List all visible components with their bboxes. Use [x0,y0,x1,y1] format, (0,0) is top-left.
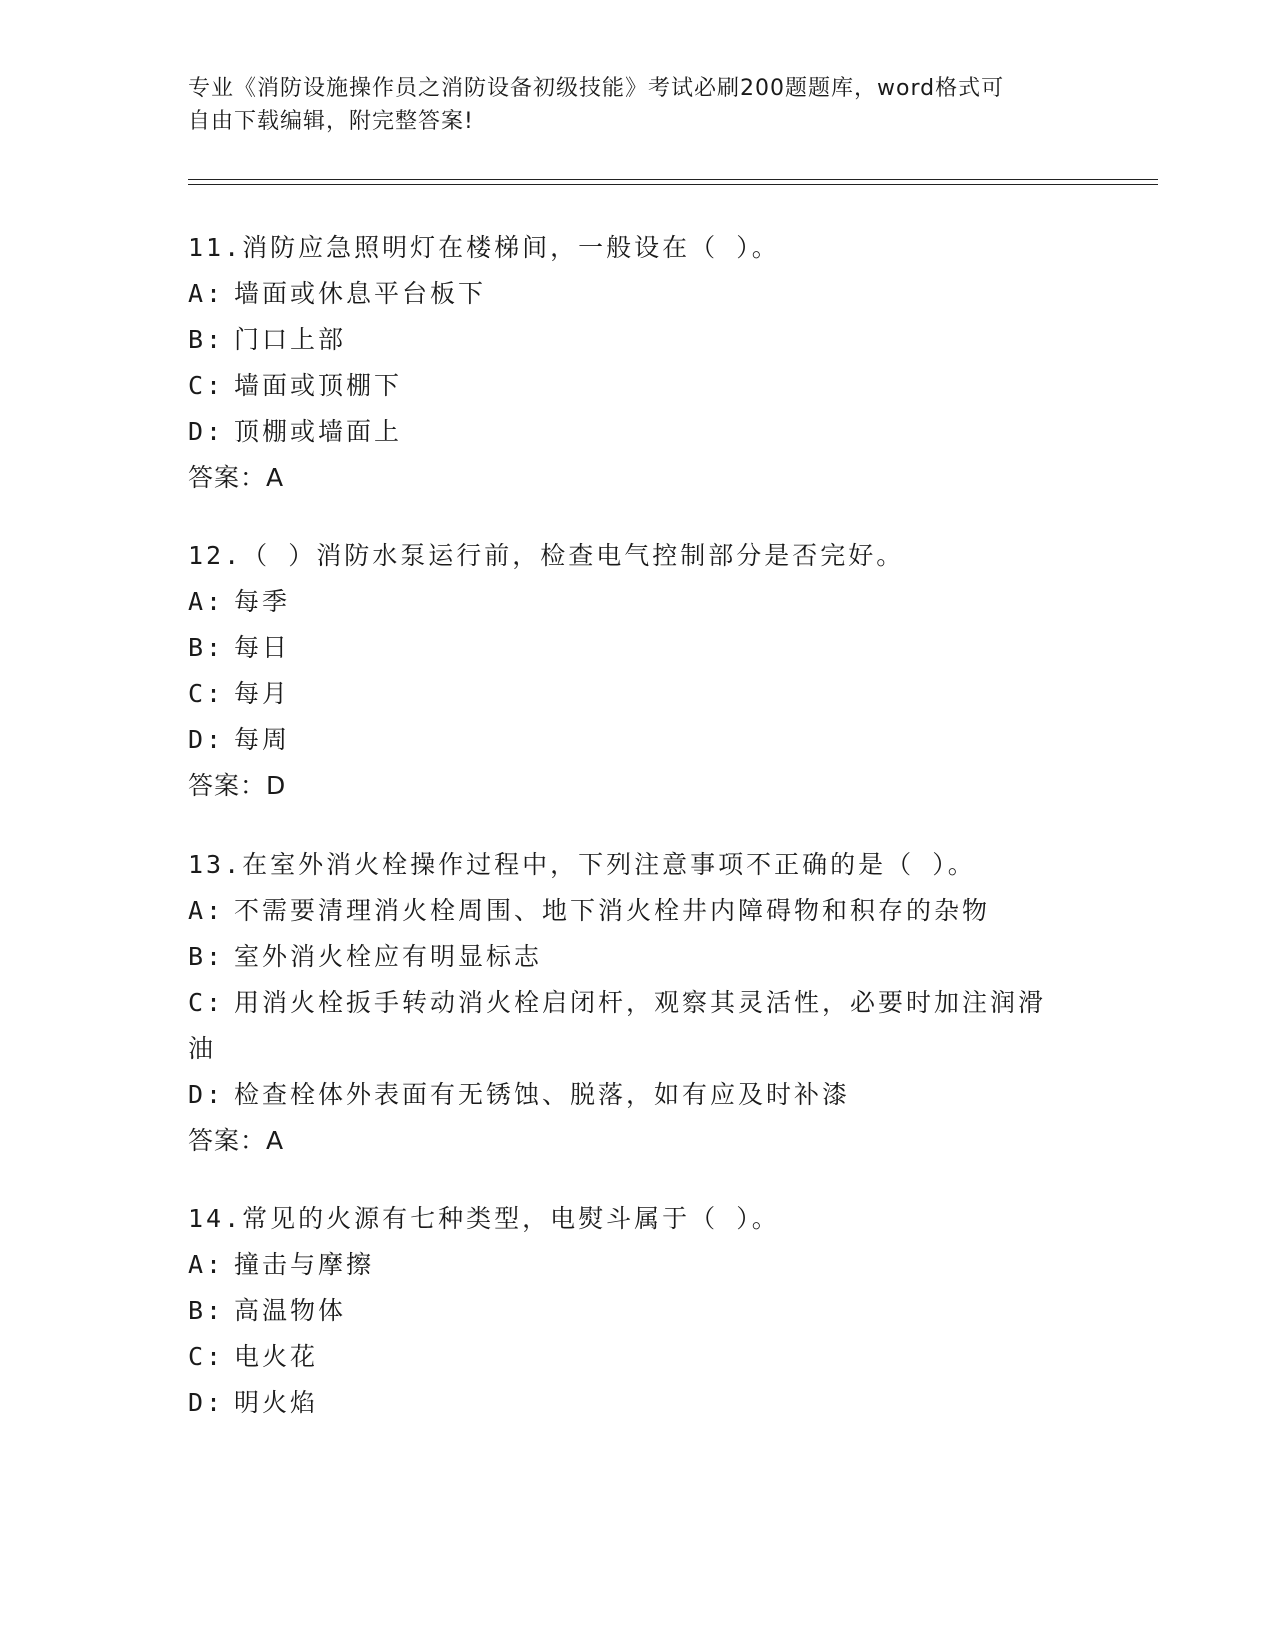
option-letter: A: [188,896,225,925]
header-divider-top [188,179,1158,180]
option-c [188,980,1068,1072]
option-letter: C: [188,371,225,400]
option-text: 电火花 [234,1342,319,1371]
option-letter: C: [188,988,225,1017]
option-d [188,1380,1088,1426]
question-stem: 14.常见的火源有七种类型，电熨斗属于（ ）。 [188,1204,780,1233]
option-letter: B: [188,942,225,971]
option-d [188,409,1088,455]
question-stem: 13.在室外消火栓操作过程中，下列注意事项不正确的是（ ）。 [188,850,976,879]
option-a [188,271,1088,317]
option-b [188,934,1088,980]
option-b [188,1288,1088,1334]
question-stem: 12.（ ）消防水泵运行前，检查电气控制部分是否完好。 [188,541,905,570]
option-letter: B: [188,325,225,354]
option-text: 每日 [234,633,291,662]
option-text: 撞击与摩擦 [234,1250,375,1279]
option-letter: B: [188,1296,225,1325]
option-letter: D: [188,417,225,446]
option-c [188,363,1088,409]
answer-line: 答案：A [188,463,285,492]
option-letter: C: [188,1342,225,1371]
option-text: 每周 [234,725,291,754]
option-letter: D: [188,725,225,754]
option-letter: A: [188,279,225,308]
option-letter: A: [188,1250,225,1279]
option-text: 墙面或顶棚下 [234,371,403,400]
option-a [188,1242,1088,1288]
option-a [188,579,1088,625]
option-d [188,1072,1088,1118]
option-text: 不需要清理消火栓周围、地下消火栓井内障碍物和积存的杂物 [234,896,991,925]
option-text: 室外消火栓应有明显标志 [234,942,543,971]
option-letter: A: [188,587,225,616]
option-letter: B: [188,633,225,662]
option-text: 每月 [234,679,291,708]
option-d [188,717,1088,763]
option-text: 高温物体 [234,1296,347,1325]
option-b [188,625,1088,671]
document-header [188,72,1088,138]
header-line-1: 专业《消防设施操作员之消防设备初级技能》考试必刷200题题库，word格式可 [188,76,1005,101]
option-letter: C: [188,679,225,708]
question-13 [188,842,1088,1164]
answer-line: 答案：D [188,771,287,800]
option-letter: D: [188,1080,225,1109]
question-11 [188,225,1088,501]
option-text: 门口上部 [234,325,347,354]
option-text: 用消火栓扳手转动消火栓启闭杆，观察其灵活性，必要时加注润滑油 [188,988,1047,1063]
question-stem: 11.消防应急照明灯在楼梯间，一般设在（ ）。 [188,233,780,262]
question-14 [188,1196,1088,1426]
option-text: 明火焰 [234,1388,319,1417]
header-divider-bottom [188,184,1158,185]
answer-line: 答案：A [188,1126,285,1155]
question-12 [188,533,1088,809]
option-c [188,671,1088,717]
option-text: 检查栓体外表面有无锈蚀、脱落，如有应及时补漆 [234,1080,851,1109]
option-a [188,888,1088,934]
header-line-2: 自由下载编辑，附完整答案! [188,109,474,134]
option-text: 墙面或休息平台板下 [234,279,487,308]
option-b [188,317,1088,363]
option-text: 每季 [234,587,291,616]
option-letter: D: [188,1388,225,1417]
option-c [188,1334,1088,1380]
option-text: 顶棚或墙面上 [234,417,403,446]
